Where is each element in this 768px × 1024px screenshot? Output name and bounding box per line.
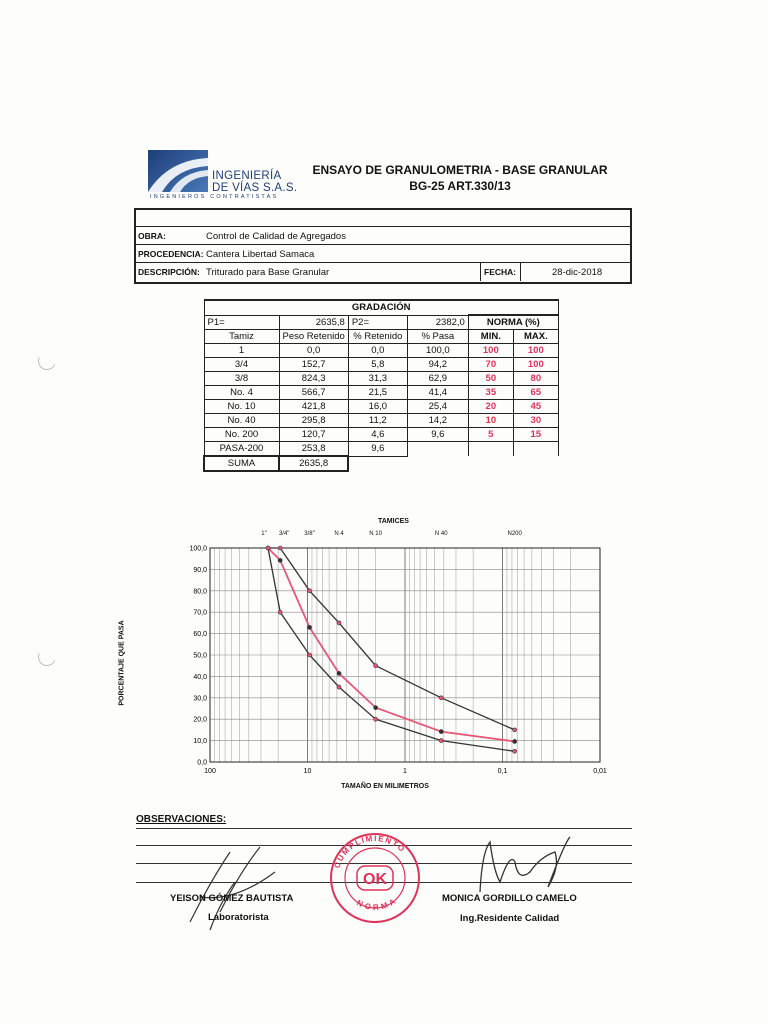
left-signer-name: YEISON GÓMEZ BAUTISTA bbox=[170, 893, 294, 904]
cell-min: 5 bbox=[468, 428, 513, 442]
x-tick-label: 100 bbox=[204, 768, 216, 775]
cell-tamiz: No. 4 bbox=[204, 386, 279, 400]
y-tick-label: 60,0 bbox=[193, 631, 207, 639]
sieve-label: 3/4" bbox=[278, 531, 290, 537]
sieve-label: N 10 bbox=[369, 531, 382, 537]
cell-min: 100 bbox=[468, 344, 513, 358]
col-header: Peso Retenido bbox=[279, 330, 348, 344]
pasa200-label: PASA-200 bbox=[204, 442, 279, 457]
norma-label: NORMA (%) bbox=[468, 315, 558, 330]
y-tick-label: 40,0 bbox=[193, 673, 207, 681]
cell-min: 10 bbox=[468, 414, 513, 428]
table-header-row bbox=[204, 330, 558, 344]
y-tick-label: 10,0 bbox=[193, 738, 207, 746]
data-point bbox=[513, 749, 517, 753]
y-tick-label: 90,0 bbox=[193, 566, 207, 574]
col-header: % Retenido bbox=[348, 330, 407, 344]
cell-pasa: 100,0 bbox=[407, 344, 468, 358]
cell-pasa: 41,4 bbox=[407, 386, 468, 400]
sieve-label: N 4 bbox=[334, 531, 344, 537]
cell-peso: 824,3 bbox=[279, 372, 348, 386]
cell-peso: 0,0 bbox=[279, 344, 348, 358]
col-header: % Pasa bbox=[407, 330, 468, 344]
stamp-bottom-text: NORMA bbox=[355, 895, 400, 913]
punch-hole bbox=[35, 349, 58, 372]
cell-pasa: 9,6 bbox=[407, 428, 468, 442]
data-point bbox=[337, 671, 341, 675]
pasa200-ret: 9,6 bbox=[348, 442, 407, 457]
empty-cell bbox=[513, 442, 558, 457]
table-row bbox=[204, 414, 558, 428]
gradation-table bbox=[203, 299, 559, 472]
table-row bbox=[204, 344, 558, 358]
cell-pasa: 62,9 bbox=[407, 372, 468, 386]
col-header: MAX. bbox=[513, 330, 558, 344]
cell-peso: 421,8 bbox=[279, 400, 348, 414]
x-tick-label: 0,1 bbox=[497, 768, 508, 775]
data-point bbox=[278, 558, 282, 562]
company-name: INGENIERÍA DE VÍAS S.A.S. bbox=[212, 170, 298, 194]
cell-tamiz: No. 200 bbox=[204, 428, 279, 442]
cell-tamiz: No. 10 bbox=[204, 400, 279, 414]
data-point bbox=[337, 685, 341, 689]
data-point bbox=[308, 625, 312, 629]
series-line bbox=[268, 548, 515, 730]
punch-hole bbox=[35, 645, 58, 668]
cell-ret: 4,6 bbox=[348, 428, 407, 442]
sieve-label: N 40 bbox=[434, 531, 448, 537]
cell-pasa: 25,4 bbox=[407, 400, 468, 414]
y-tick-label: 20,0 bbox=[193, 716, 207, 724]
data-point bbox=[278, 546, 282, 550]
cell-max: 15 bbox=[513, 428, 558, 442]
data-point bbox=[513, 728, 517, 732]
empty-cell bbox=[407, 442, 468, 457]
pasa200-row bbox=[204, 442, 558, 457]
gradation-title: GRADACIÓN bbox=[204, 300, 558, 315]
y-tick-label: 0,0 bbox=[197, 759, 207, 767]
cell-ret: 16,0 bbox=[348, 400, 407, 414]
descripcion-label: DESCRIPCIÓN: bbox=[138, 267, 200, 277]
cell-peso: 566,7 bbox=[279, 386, 348, 400]
cell-min: 35 bbox=[468, 386, 513, 400]
table-row bbox=[204, 400, 558, 414]
stamp-ok-text: OK bbox=[363, 871, 387, 888]
cell-ret: 21,5 bbox=[348, 386, 407, 400]
cell-pasa: 14,2 bbox=[407, 414, 468, 428]
y-tick-label: 70,0 bbox=[193, 609, 207, 617]
cell-min: 70 bbox=[468, 358, 513, 372]
obra-label: OBRA: bbox=[138, 231, 166, 241]
cell-ret: 5,8 bbox=[348, 358, 407, 372]
cell-ret: 0,0 bbox=[348, 344, 407, 358]
cell-ret: 31,3 bbox=[348, 372, 407, 386]
page-subtitle: BG-25 ART.330/13 bbox=[409, 179, 511, 193]
suma-row bbox=[204, 456, 558, 471]
data-point bbox=[308, 589, 312, 593]
x-tick-label: 10 bbox=[303, 768, 312, 775]
y-axis-label: PORCENTAJE QUE PASA bbox=[118, 620, 126, 706]
cell-min: 50 bbox=[468, 372, 513, 386]
col-header: Tamiz bbox=[204, 330, 279, 344]
cell-peso: 295,8 bbox=[279, 414, 348, 428]
empty-cell bbox=[468, 442, 513, 457]
cell-peso: 120,7 bbox=[279, 428, 348, 442]
p2-label: P2= bbox=[348, 315, 407, 330]
cell-min: 20 bbox=[468, 400, 513, 414]
cell-max: 80 bbox=[513, 372, 558, 386]
left-signer-role: Laboratorista bbox=[208, 912, 269, 923]
x-axis-label: TAMAÑO EN MILIMETROS bbox=[341, 783, 429, 790]
info-box bbox=[134, 208, 632, 284]
table-row bbox=[204, 386, 558, 400]
procedencia-label: PROCEDENCIA: bbox=[138, 249, 204, 259]
data-point bbox=[439, 730, 443, 734]
p1-label: P1= bbox=[204, 315, 279, 330]
y-tick-label: 100,0 bbox=[189, 545, 207, 553]
table-row bbox=[204, 358, 558, 372]
col-header: MIN. bbox=[468, 330, 513, 344]
data-point bbox=[374, 706, 378, 710]
sieve-label: 3/8" bbox=[304, 531, 315, 537]
page-title: ENSAYO DE GRANULOMETRIA - BASE GRANULAR bbox=[312, 163, 608, 177]
data-point bbox=[337, 621, 341, 625]
fecha-label: FECHA: bbox=[484, 267, 517, 277]
p1-value: 2635,8 bbox=[279, 315, 348, 330]
cell-tamiz: No. 40 bbox=[204, 414, 279, 428]
chart-title: TAMICES bbox=[378, 518, 409, 525]
cell-tamiz: 3/4 bbox=[204, 358, 279, 372]
svg-text:NORMA bbox=[355, 895, 399, 912]
x-tick-label: 0,01 bbox=[593, 768, 607, 775]
y-tick-label: 30,0 bbox=[193, 695, 207, 703]
suma-label: SUMA bbox=[204, 456, 279, 471]
stamp-top-text: CUMPLIMIENTO bbox=[332, 833, 408, 870]
observaciones-label: OBSERVACIONES: bbox=[136, 814, 227, 825]
cell-ret: 11,2 bbox=[348, 414, 407, 428]
data-point bbox=[439, 739, 443, 743]
pasa200-peso: 253,8 bbox=[279, 442, 348, 457]
y-tick-label: 50,0 bbox=[193, 652, 207, 660]
right-signer-name: MONICA GORDILLO CAMELO bbox=[442, 893, 577, 904]
cell-tamiz: 3/8 bbox=[204, 372, 279, 386]
suma-value: 2635,8 bbox=[279, 456, 348, 471]
fecha-value: 28-dic-2018 bbox=[552, 267, 603, 278]
company-tagline: INGENIEROS CONTRATISTAS bbox=[150, 194, 279, 200]
obra-row bbox=[136, 226, 630, 245]
table-row bbox=[204, 428, 558, 442]
compliance-stamp bbox=[320, 826, 430, 930]
x-tick-label: 1 bbox=[403, 768, 407, 775]
right-signer-role: Ing.Residente Calidad bbox=[460, 913, 560, 924]
y-tick-label: 80,0 bbox=[193, 588, 207, 596]
procedencia-row bbox=[136, 244, 630, 263]
table-row bbox=[204, 372, 558, 386]
sieve-label: N200 bbox=[507, 531, 522, 537]
series-line bbox=[268, 548, 515, 751]
descripcion-row bbox=[136, 262, 630, 281]
data-point bbox=[439, 696, 443, 700]
cell-peso: 152,7 bbox=[279, 358, 348, 372]
data-point bbox=[513, 739, 517, 743]
descripcion-value: Triturado para Base Granular bbox=[206, 267, 330, 278]
cell-tamiz: 1 bbox=[204, 344, 279, 358]
cell-max: 100 bbox=[513, 344, 558, 358]
right-signature bbox=[460, 832, 580, 902]
sieve-label: 1" bbox=[261, 531, 267, 537]
series-line bbox=[268, 548, 515, 741]
data-point bbox=[374, 664, 378, 668]
cell-max: 30 bbox=[513, 414, 558, 428]
data-point bbox=[278, 610, 282, 614]
cell-pasa: 94,2 bbox=[407, 358, 468, 372]
company-logo bbox=[148, 150, 208, 192]
cell-max: 100 bbox=[513, 358, 558, 372]
data-point bbox=[308, 653, 312, 657]
data-point bbox=[266, 546, 270, 550]
procedencia-value: Cantera Libertad Samaca bbox=[206, 249, 315, 260]
p2-value: 2382,0 bbox=[407, 315, 468, 330]
granulometry-chart bbox=[180, 540, 620, 780]
cell-max: 65 bbox=[513, 386, 558, 400]
data-point bbox=[374, 717, 378, 721]
cell-max: 45 bbox=[513, 400, 558, 414]
obra-value: Control de Calidad de Agregados bbox=[206, 231, 346, 242]
